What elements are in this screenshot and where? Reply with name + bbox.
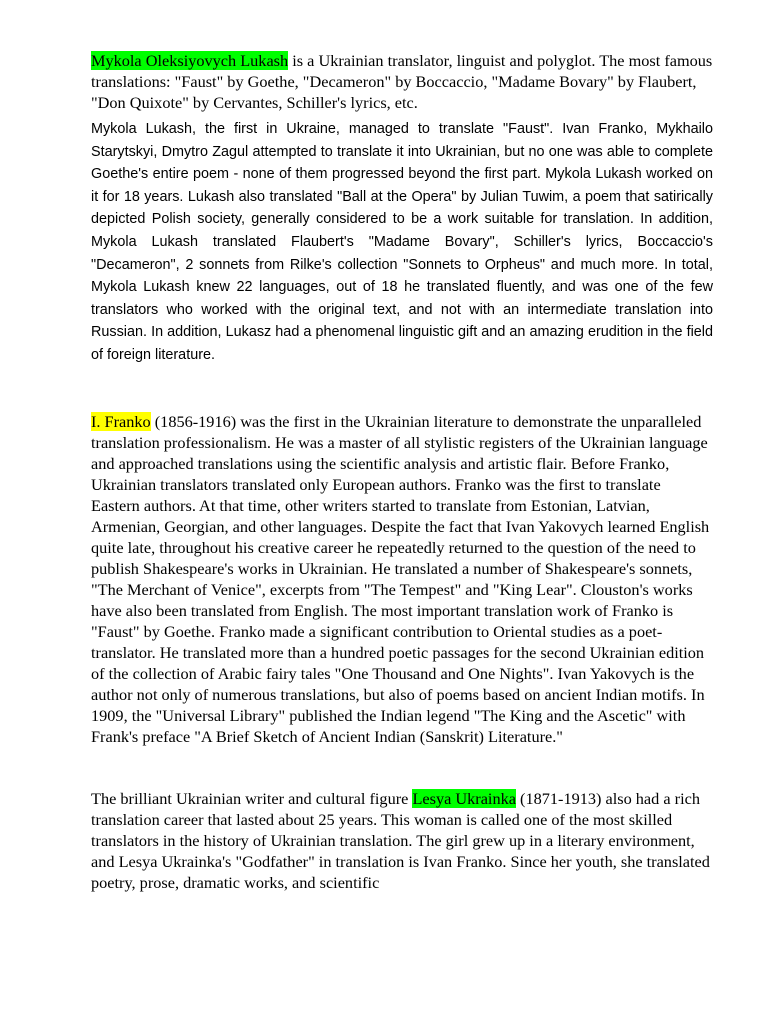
highlighted-name-lukash: Mykola Oleksiyovych Lukash [91, 51, 289, 70]
paragraph-lukash-intro [91, 50, 713, 113]
paragraph-lesya-ukrainka [91, 788, 713, 893]
paragraph-text: (1856-1916) was the first in the Ukrainian literature to demonstrate the unparalleled translation professionalism. He was a master of all stylistic registers of the Ukrainian language and approached translations using the scientific analysis and artistic flair. Before Franko, Ukrainian translators translated only European authors. Franko was the first to translate Eastern authors. At that time, other writers started to translate from Estonian, Latvian, Armenian, Georgian, and other languages. Despite the fact that Ivan Yakovych learned English quite late, throughout his creative career he repeatedly returned to the question of the need to publish Shakespeare's works in Ukrainian. He translated a number of Shakespeare's sonnets, "The Merchant of Venice", excerpts from "The Tempest" and "King Lear". Clouston's works have also been translated from English. The most important translation work of Franko is "Faust" by Goethe. Franko made a significant contribution to Oriental studies as a poet-translator. He translated more than a hundred poetic passages for the second Ukrainian edition of the collection of Arabic fairy tales "One Thousand and One Nights". Ivan Yakovych is the author not only of numerous translations, but also of poems based on ancient Indian motifs. In 1909, the "Universal Library" published the Indian legend "The King and the Ascetic" with Frank's preface "A Brief Sketch of Ancient Indian (Sanskrit) Literature." [91, 411, 710, 746]
paragraph-franko [91, 411, 713, 747]
paragraph-text: Mykola Lukash, the first in Ukraine, managed to translate "Faust". Ivan Franko, Mykhailo Starytskyi, Dmytro Zagul attempted to translate it into Ukrainian, but no one was able to complete Goethe's entire poem - none of them progressed beyond the first part. Mykola Lukash worked on it for 18 years. Lukash also translated "Ball at the Opera" by Julian Tuwim, a poem that satirically depicted Polish society, generally considered to be a work suitable for translation. In addition, Mykola Lukash translated Flaubert's "Madame Bovary", Schiller's lyrics, Boccaccio's "Decameron", 2 sonnets from Rilke's collection "Sonnets to Orpheus" and much more. In total, Mykola Lukash knew 22 languages, out of 18 he translated fluently, and was one of the few translators who worked with the original text, and not with an intermediate translation into Russian. In addition, Lukasz had a phenomenal linguistic gift and an amazing erudition in the field of foreign literature. [91, 121, 713, 363]
highlighted-name-lesya-ukrainka: Lesya Ukrainka [412, 788, 516, 808]
highlighted-name-franko: I. Franko [91, 411, 151, 431]
document-page [91, 50, 713, 893]
paragraph-text: (1871-1913) also had a rich translation career that lasted about 25 years. This woman is called one of the most skilled translators in the history of Ukrainian translation. The girl grew up in a literary environment, and Lesya Ukrainka's "Godfather" in translation is Ivan Franko. Since her youth, she translated poetry, prose, dramatic works, and scientific [91, 788, 710, 892]
paragraph-lukash-details [91, 118, 713, 367]
paragraph-text: is a Ukrainian translator, linguist and polyglot. The most famous translations: "Faust" by Goethe, "Decameron" by Boccaccio, "Madame Bovary" by Flaubert, "Don Quixote" by Cervantes, Schiller's lyrics, etc. [91, 51, 713, 112]
paragraph-text-lead: The brilliant Ukrainian writer and cultural figure [91, 788, 413, 808]
